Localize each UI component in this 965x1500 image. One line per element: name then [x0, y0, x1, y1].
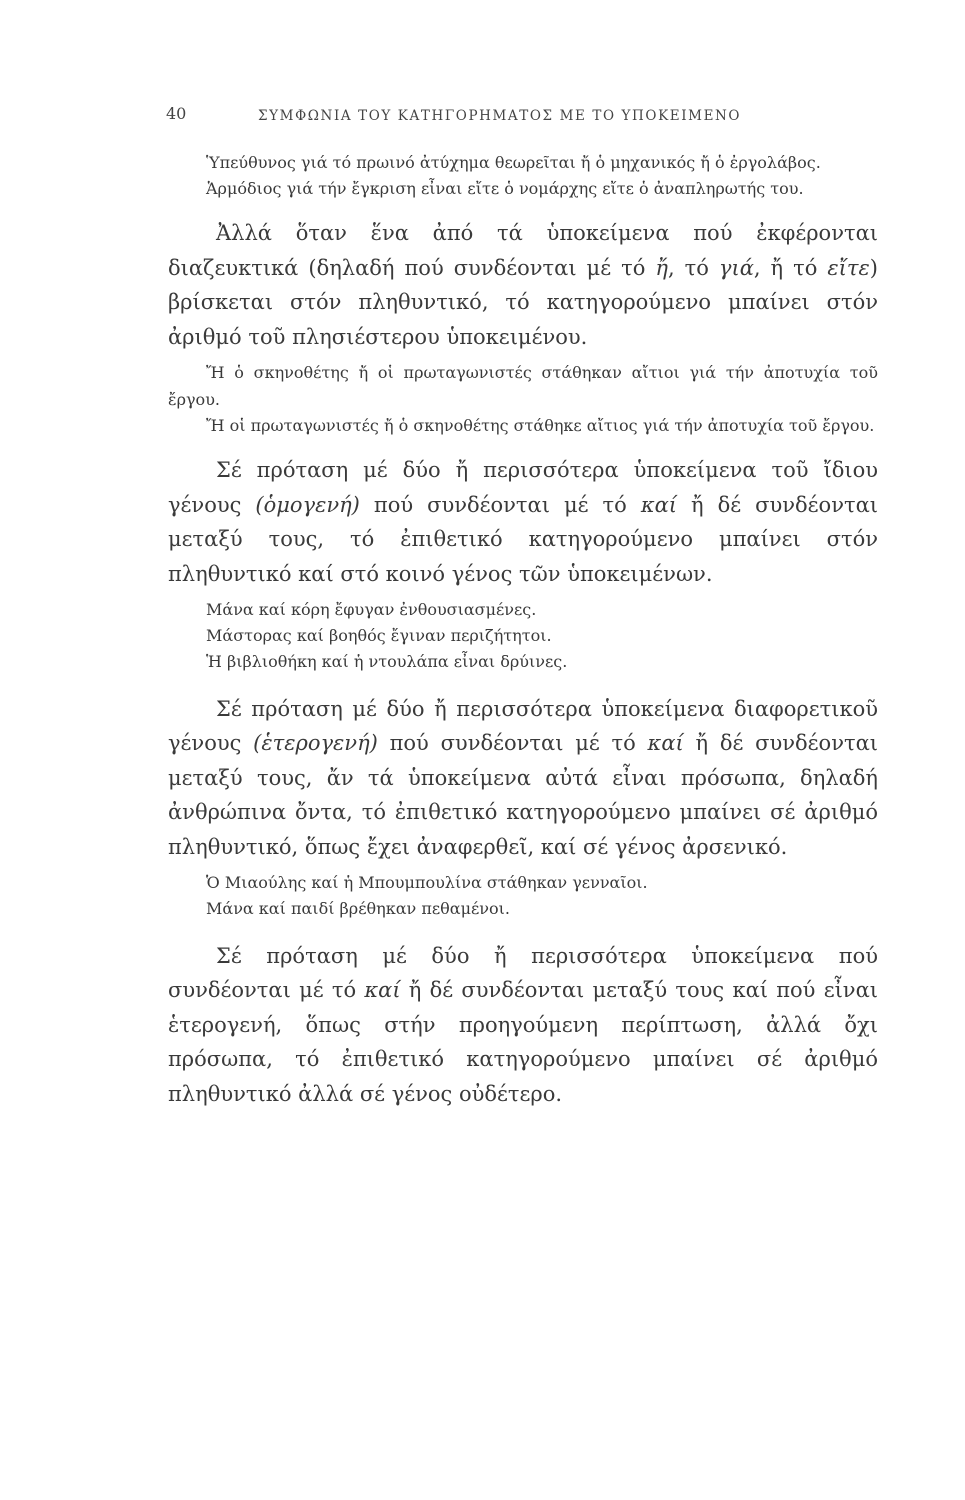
example-sentence: Ὁ Μιαούλης καί ἡ Μπουμπουλίνα στάθηκαν γενναῖοι. — [206, 873, 648, 893]
example-group-b — [168, 360, 878, 439]
emphasis: ἤ — [655, 255, 668, 280]
running-head: ΣΥΜΦΩΝΙΑ ΤΟΥ ΚΑΤΗΓΟΡΗΜΑΤΟΣ ΜΕ ΤΟ ΥΠΟΚΕΙΜΕΝΟ — [258, 108, 742, 124]
emphasis: καί — [640, 492, 677, 517]
page-body — [168, 150, 878, 1111]
example-sentence: Ἁρμόδιος γιά τήν ἔγκριση εἶναι εἴτε ὁ νομάρχης εἴτε ὁ ἀναπληρωτής του. — [206, 179, 804, 199]
emphasis: (ἑτερογενή) — [253, 731, 378, 756]
example-sentence: Ἤ οἱ πρωταγωνιστές ἤ ὁ σκηνοθέτης στάθηκε αἴτιος γιά τήν ἀποτυχία τοῦ ἔργου. — [206, 415, 875, 435]
example-sentence: Μάνα καί κόρη ἔφυγαν ἐνθουσιασμένες. — [206, 600, 537, 620]
rule-paragraph-heterogeneous-things: Σέ πρόταση μέ δύο ἤ περισσότερα ὑποκείμενα πού συνδέονται μέ τό καί ἤ δέ συνδέονται μεταξύ τους καί πού εἶναι ἑτερογενή, ὅπως στήν προηγούμενη περίπτωση, ἀλλά ὄχι πρόσωπα, τό ἐπιθετικό κατηγορούμενο μπαίνει σέ ἀριθμό πληθυντικό ἀλλά σέ γένος οὐδέτερο. — [168, 943, 878, 1106]
example-sentence: Μάνα καί παιδί βρέθηκαν πεθαμένοι. — [206, 899, 510, 919]
example-group-c — [168, 597, 878, 676]
emphasis: εἴτε — [827, 255, 870, 280]
example-sentence: Ἡ βιβλιοθήκη καί ἡ ντουλάπα εἶναι δρύινες. — [206, 652, 568, 672]
example-sentence: Μάστορας καί βοηθός ἔγιναν περιζήτητοι. — [206, 626, 552, 646]
example-group-d — [168, 870, 878, 922]
example-sentence: Ἤ ὁ σκηνοθέτης ἤ οἱ πρωταγωνιστές στάθηκαν αἴτιοι γιά τήν ἀποτυχία τοῦ ἔργου. — [168, 363, 878, 409]
rule-paragraph-disjunctive: Ἀλλά ὅταν ἕνα ἀπό τά ὑποκείμενα πού ἐκφέρονται διαζευκτικά (δηλαδή πού συνδέονται μέ τό ἤ, τό γιά, ἤ τό εἴτε) βρίσκεται στόν πληθυντικό, τό κατηγορούμενο μπαίνει στόν ἀριθμό τοῦ πλησιέστερου ὑποκειμένου. — [168, 221, 878, 349]
example-sentence: Ὑπεύθυνος γιά τό πρωινό ἀτύχημα θεωρεῖται ἤ ὁ μηχανικός ἤ ὁ ἐργολάβος. — [206, 153, 821, 172]
rule-paragraph-homogeneous: Σέ πρόταση μέ δύο ἤ περισσότερα ὑποκείμενα τοῦ ἴδιου γένους (ὁμογενή) πού συνδέονται μέ τό καί ἤ δέ συνδέονται μεταξύ τους, τό ἐπιθετικό κατηγορούμενο μπαίνει στόν πληθυντικό καί στό κοινό γένος τῶν ὑποκειμένων. — [168, 458, 878, 586]
rule-paragraph-heterogeneous-persons: Σέ πρόταση μέ δύο ἤ περισσότερα ὑποκείμενα διαφορετικοῦ γένους (ἑτερογενή) πού συνδέονται μέ τό καί ἤ δέ συνδέονται μεταξύ τους, ἄν τά ὑποκείμενα αὐτά εἶναι πρόσωπα, δηλαδή ἀνθρώπινα ὄντα, τό ἐπιθετικό κατηγορούμενο μπαίνει σέ ἀριθμό πληθυντικό, ὅπως ἔχει ἀναφερθεῖ, καί σέ γένος ἀρσενικό. — [168, 696, 878, 859]
page-number: 40 — [166, 104, 187, 123]
emphasis: καί — [364, 978, 401, 1003]
emphasis: γιά — [718, 255, 754, 280]
emphasis: καί — [647, 731, 684, 756]
example-group-a — [168, 150, 878, 202]
emphasis: (ὁμογενή) — [255, 492, 360, 517]
